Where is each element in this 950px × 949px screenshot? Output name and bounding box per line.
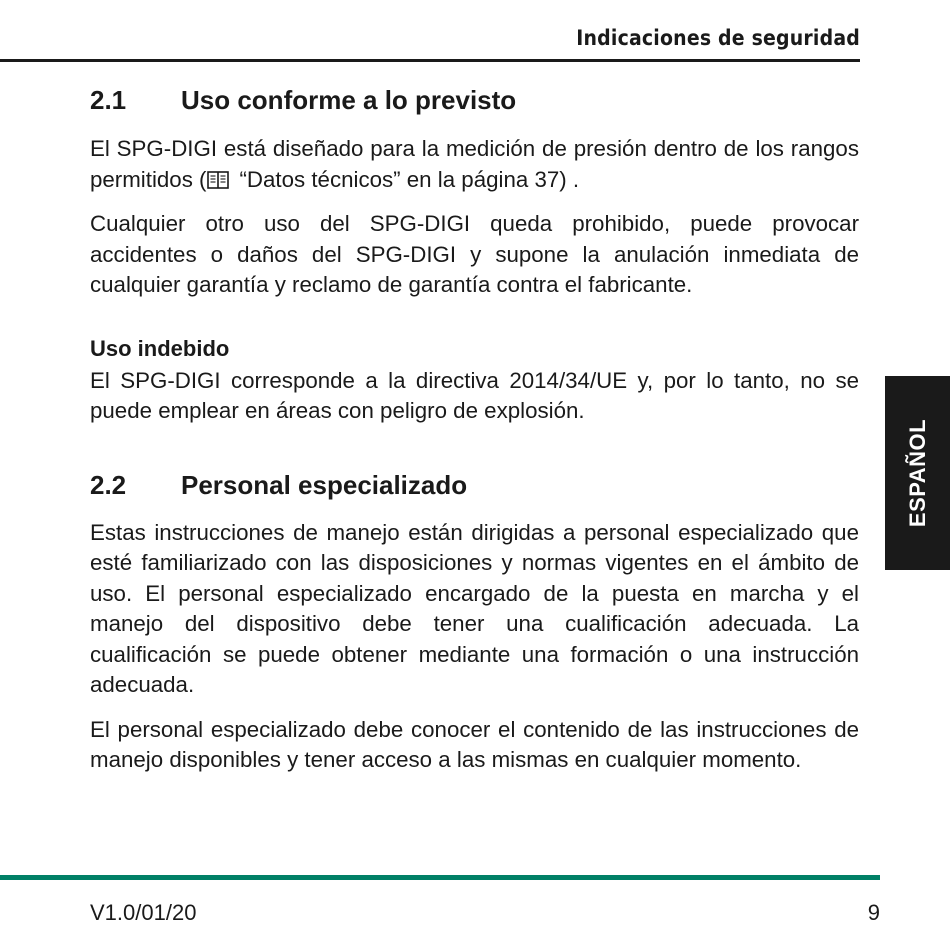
section-number: 2.2 xyxy=(90,469,127,500)
paragraph-staff-knowledge: El personal especializado debe conocer el contenido de las instrucciones de manejo disponibles y tener acceso a las mismas en cualquier momento. xyxy=(90,716,859,772)
footer-rule xyxy=(0,875,880,880)
page-content xyxy=(90,82,859,776)
paragraph-qualified-staff: Estas instrucciones de manejo están dirigidas a personal especializado que esté familiarizado con las disposiciones y normas vigentes en el ámbito de uso. El personal especializado encargado de la puesta en marcha y el manejo del dispositivo debe tener una cualificación adecuada. La cualificación se puede obtener mediante una formación o una instrucción adecuada. xyxy=(90,519,859,697)
paragraph-other-use: Cualquier otro uso del SPG-DIGI queda prohibido, puede provocar accidentes o daños del SPG-DIGI y supone la anulación inmediata de cualquier garantía y reclamo de garantía contra el fabricante. xyxy=(90,211,859,297)
section-heading-2-2 xyxy=(90,467,859,503)
section-title: Uso conforme a lo previsto xyxy=(181,85,517,115)
language-tab[interactable] xyxy=(885,376,950,570)
book-icon xyxy=(207,170,229,190)
section-title: Personal especializado xyxy=(181,469,468,500)
header-rule xyxy=(0,59,860,62)
document-version: V1.0/01/20 xyxy=(90,900,197,925)
section-number: 2.1 xyxy=(90,85,127,115)
language-tab-label: ESPAÑOL xyxy=(904,418,930,528)
paragraph-text-start: El SPG-DIGI está diseñado para la medición de presión dentro de los rangos permitidos ( xyxy=(90,136,859,192)
paragraph-intended-use xyxy=(90,134,859,195)
section-heading-2-1 xyxy=(90,82,859,118)
paragraph-misuse: El SPG-DIGI corresponde a la directiva 2014/34/UE y, por lo tanto, no se puede emplear en áreas con peligro de explosión. xyxy=(90,367,859,423)
page-number: 9 xyxy=(867,900,880,925)
cross-reference-link[interactable]: “Datos técnicos” en la página 37) . xyxy=(239,166,580,192)
running-header: Indicaciones de seguridad xyxy=(576,26,860,50)
subheading-misuse: Uso indebido xyxy=(90,335,230,361)
